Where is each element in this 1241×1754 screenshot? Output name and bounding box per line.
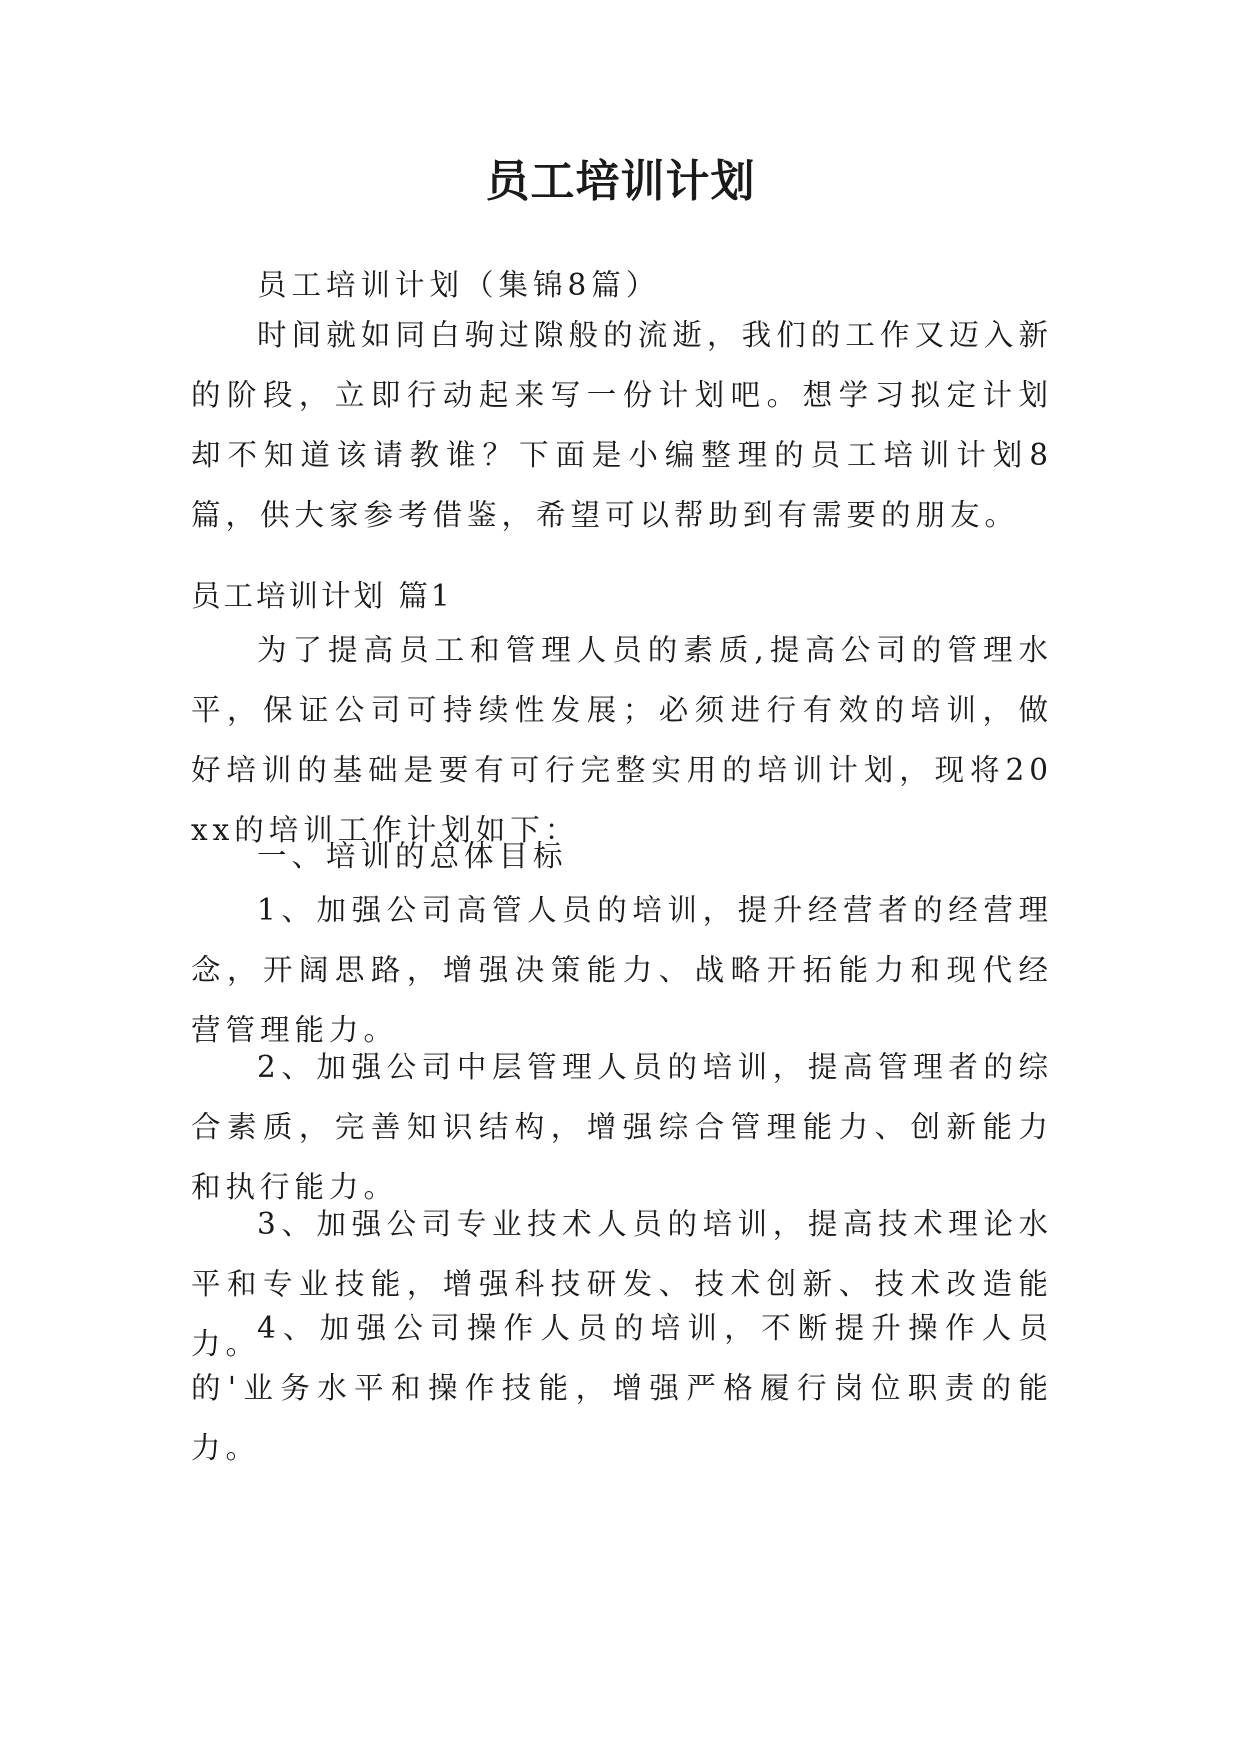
list-item-goal-4: 4、加强公司操作人员的培训，不断提升操作人员的'业务水平和操作技能，增强严格履行岗位职责的能力。 xyxy=(191,1311,1053,1465)
list-item-goal-1: 1、加强公司高管人员的培训，提升经营者的经营理念，开阔思路，增强决策能力、战略开拓能力和现代经营管理能力。 xyxy=(191,893,1053,1047)
document-title: 员工培训计划 xyxy=(485,156,756,207)
collection-line: 员工培训计划（集锦8篇） xyxy=(257,268,661,302)
intro-paragraph: 时间就如同白驹过隙般的流逝，我们的工作又迈入新的阶段，立即行动起来写一份计划吧。想学习拟定计划却不知道该请教谁？下面是小编整理的员工培训计划8篇，供大家参考借鉴，希望可以帮助到有需要的朋友。 xyxy=(191,318,1053,532)
list-item-goal-3: 3、加强公司专业技术人员的培训，提高技术理论水平和专业技能，增强科技研发、技术创新、技术改造能力。 xyxy=(191,1207,1053,1361)
paragraph-purpose: 为了提高员工和管理人员的素质,提高公司的管理水平，保证公司可持续性发展；必须进行有效的培训，做好培训的基础是要有可行完整实用的培训计划，现将20xx的培训工作计划如下： xyxy=(191,633,1053,847)
section-heading: 员工培训计划 篇1 xyxy=(191,579,453,613)
list-item-goal-2: 2、加强公司中层管理人员的培训，提高管理者的综合素质，完善知识结构，增强综合管理能力、创新能力和执行能力。 xyxy=(191,1050,1053,1204)
subheading-overall-goals: 一、培训的总体目标 xyxy=(257,839,568,873)
